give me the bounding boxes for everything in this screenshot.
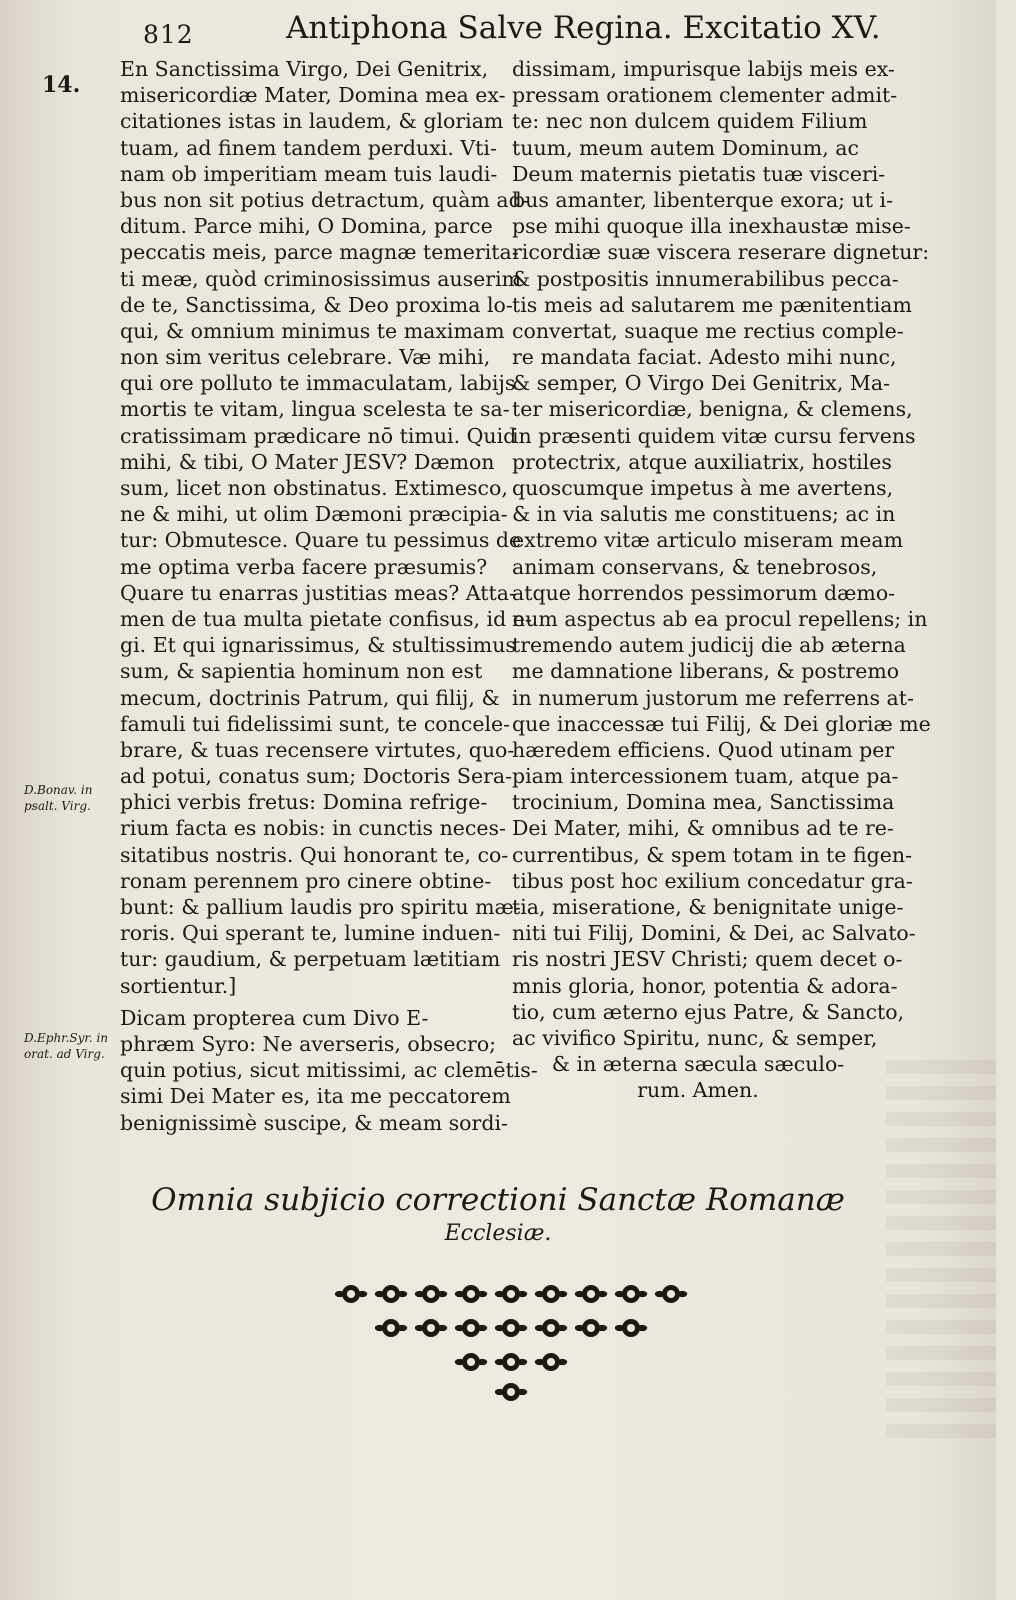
right-column-line: piam intercessionem tuam, atque pa- xyxy=(512,764,899,789)
right-column-line: & in via salutis me constituens; ac in xyxy=(512,502,896,527)
left-column-line: phici verbis fretus: Domina refrige- xyxy=(120,790,488,815)
fleuron xyxy=(615,1319,647,1337)
left-column-line: qui, & omnium minimus te maximam xyxy=(120,318,505,343)
left-column-line: sum, & sapientia hominum non est xyxy=(120,659,483,684)
right-column-line: tis meis ad salutarem me pænitentiam xyxy=(512,292,912,317)
right-column-line: dissimam, impurisque labijs meis ex- xyxy=(512,57,895,81)
fleuron xyxy=(495,1285,527,1303)
fleuron xyxy=(655,1285,687,1303)
left-column-line: de te, Sanctissima, & Deo proxima lo- xyxy=(120,292,513,317)
fleuron xyxy=(535,1319,567,1337)
right-column-line: mnis gloria, honor, potentia & adora- xyxy=(512,973,898,998)
left-column-line: tur: gaudium, & perpetuam lætitiam xyxy=(120,947,501,972)
right-column-line: rum. Amen. xyxy=(637,1078,759,1103)
closing-submission xyxy=(0,1180,996,1248)
fleuron xyxy=(495,1383,527,1401)
left-column-line: men de tua multa pietate confisus, id e- xyxy=(120,606,532,631)
left-column-line: benignissimè suscipe, & meam sordi- xyxy=(120,1110,508,1135)
right-column-line: niti tui Filij, Domini, & Dei, ac Salvato- xyxy=(512,921,916,946)
right-column-line: Deum maternis pietatis tuæ visceri- xyxy=(512,161,886,186)
left-column-line: bus non sit potius detractum, quàm ad- xyxy=(120,187,529,212)
right-column-line: ter misericordiæ, benigna, & clemens, xyxy=(512,397,913,422)
right-column-line: & in æterna sæcula sæculo- xyxy=(551,1052,845,1077)
right-column-line: tuum, meum autem Dominum, ac xyxy=(512,135,859,160)
right-column-line: tia, miseratione, & benignitate unige- xyxy=(512,895,904,919)
left-column-line: roris. Qui sperant te, lumine induen- xyxy=(120,921,501,946)
margin-note-bonaventura: D.Bonav. in psalt. Virg. xyxy=(24,783,93,813)
closing-line-1: Omnia subjicio correctioni Sanctæ Romanæ xyxy=(151,1182,845,1218)
right-column-line: tibus post hoc exilium concedatur gra- xyxy=(512,868,913,893)
left-column-line: ditum. Parce mihi, O Domina, parce xyxy=(120,214,493,239)
right-column-line: me damnatione liberans, & postremo xyxy=(512,659,900,684)
right-column-line: ricordiæ suæ viscera reserare dignetur: xyxy=(512,240,930,265)
right-column-line: pressam orationem clementer admit- xyxy=(512,83,898,108)
left-column-line: peccatis meis, parce magnæ temerita- xyxy=(120,240,519,265)
marginal-section-number: 14. xyxy=(42,72,81,98)
fleuron xyxy=(495,1319,527,1337)
right-column-line: te: nec non dulcem quidem Filium xyxy=(512,109,868,134)
fleuron xyxy=(535,1353,567,1371)
fleuron xyxy=(455,1285,487,1303)
right-column-line: convertat, suaque me rectius comple- xyxy=(512,318,904,343)
left-column-line: sitatibus nostris. Qui honorant te, co- xyxy=(120,842,509,867)
right-column-line: animam conservans, & tenebrosos, xyxy=(512,554,878,579)
left-column-line: tur: Obmutesce. Quare tu pessimus de xyxy=(120,528,522,553)
right-column-line: extremo vitæ articulo miseram meam xyxy=(512,528,904,553)
right-column-line: re mandata faciat. Adesto mihi nunc, xyxy=(512,345,897,370)
left-column-line: sum, licet non obstinatus. Extimesco, xyxy=(120,476,508,500)
right-column-line: atque horrendos pessimorum dæmo- xyxy=(512,580,896,605)
right-column-line: ris nostri JESV Christi; quem decet o- xyxy=(512,947,903,972)
right-column-line: ac vivifico Spiritu, nunc, & semper, xyxy=(512,1025,878,1050)
fleuron xyxy=(575,1285,607,1303)
right-column-line: protectrix, atque auxiliatrix, hostiles xyxy=(512,449,892,474)
left-column-line: cratissimam prædicare nō timui. Quid xyxy=(120,423,517,448)
left-column-line: ti meæ, quòd criminosissimus auserim xyxy=(120,266,522,291)
right-column-line: que inaccessæ tui Filij, & Dei gloriæ me xyxy=(512,711,931,736)
printers-ornament xyxy=(326,1278,696,1406)
page-number: 812 xyxy=(143,20,194,49)
left-column-line: tuam, ad finem tandem perduxi. Vti- xyxy=(120,135,497,160)
left-column-line: mihi, & tibi, O Mater JESV? Dæmon xyxy=(120,449,495,474)
right-column-line: num aspectus ab ea procul repellens; in xyxy=(512,606,928,631)
right-column-line: tremendo autem judicij die ab æterna xyxy=(512,633,906,658)
left-column-line: simi Dei Mater es, ita me peccatorem xyxy=(120,1084,511,1109)
fleuron xyxy=(615,1285,647,1303)
right-column-line: pse mihi quoque illa inexhaustæ mise- xyxy=(512,214,911,239)
right-column-line: trocinium, Domina mea, Sanctissima xyxy=(512,790,895,815)
left-column-line: non sim veritus celebrare. Væ mihi, xyxy=(120,345,491,370)
left-column-line: qui ore polluto te immaculatam, labijs xyxy=(120,371,516,396)
fleuron xyxy=(575,1319,607,1337)
left-column-line: gi. Et qui ignarissimus, & stultissimus xyxy=(120,633,516,658)
left-column-line: misericordiæ Mater, Domina mea ex- xyxy=(120,83,506,108)
right-column-line: hæredem efficiens. Quod utinam per xyxy=(512,737,895,762)
fleuron xyxy=(495,1353,527,1371)
right-column-line: currentibus, & spem totam in te figen- xyxy=(512,842,913,867)
left-column-line: ronam perennem pro cinere obtine- xyxy=(120,868,492,893)
left-column-line: quin potius, sicut mitissimi, ac clemētis- xyxy=(120,1058,538,1083)
closing-line-2: Ecclesiæ. xyxy=(444,1221,552,1246)
right-column-line: tio, cum æterno ejus Patre, & Sancto, xyxy=(512,999,905,1024)
left-column-line: phræm Syro: Ne averseris, obsecro; xyxy=(120,1031,497,1056)
fleuron xyxy=(375,1319,407,1337)
left-column-line: brare, & tuas recensere virtutes, quo- xyxy=(120,737,515,762)
fleuron xyxy=(375,1285,407,1303)
right-column-line: bus amanter, libenterque exora; ut i- xyxy=(512,187,894,212)
right-column-line: in numerum justorum me referrens at- xyxy=(512,685,914,710)
fleuron xyxy=(455,1353,487,1371)
right-column-line: in præsenti quidem vitæ cursu fervens xyxy=(512,423,916,448)
page-header xyxy=(0,8,996,52)
fleuron xyxy=(335,1285,367,1303)
left-column-line: nam ob imperitiam meam tuis laudi- xyxy=(120,161,498,186)
left-column-line: ad potui, conatus sum; Doctoris Sera- xyxy=(120,764,513,789)
left-column-line: En Sanctissima Virgo, Dei Genitrix, xyxy=(120,57,489,81)
right-column-line: quoscumque impetus à me avertens, xyxy=(512,476,894,500)
left-column-line: Quare tu enarras justitias meas? Atta- xyxy=(120,580,516,605)
left-column-line: famuli tui fidelissimi sunt, te concele- xyxy=(120,711,511,736)
left-column-line: mecum, doctrinis Patrum, qui filij, & xyxy=(120,685,500,710)
fleuron xyxy=(455,1319,487,1337)
running-head: Antiphona Salve Regina. Excitatio XV. xyxy=(286,10,881,46)
right-column-line: Dei Mater, mihi, & omnibus ad te re- xyxy=(512,816,894,841)
right-column-line: & postpositis innumerabilibus pecca- xyxy=(512,266,899,291)
left-column-line: bunt: & pallium laudis pro spiritu mæ- xyxy=(120,895,521,919)
left-column-line: sortientur.] xyxy=(120,973,237,998)
left-column-line: Dicam propterea cum Divo E- xyxy=(120,1005,429,1030)
fleuron xyxy=(415,1285,447,1303)
fleuron xyxy=(535,1285,567,1303)
right-text-column xyxy=(512,56,931,1104)
left-column-line: ne & mihi, ut olim Dæmoni præcipia- xyxy=(120,502,508,527)
left-column-line: rium facta es nobis: in cunctis neces- xyxy=(120,816,506,841)
left-column-line: citationes istas in laudem, & gloriam xyxy=(120,109,504,134)
bleed-through-shadow xyxy=(886,1060,996,1440)
right-column-line: & semper, O Virgo Dei Genitrix, Ma- xyxy=(512,371,891,396)
fleuron xyxy=(415,1319,447,1337)
left-column-line: mortis te vitam, lingua scelesta te sa- xyxy=(120,397,510,422)
margin-note-ephraem: D.Ephr.Syr. in orat. ad Virg. xyxy=(24,1031,109,1061)
left-column-line: me optima verba facere præsumis? xyxy=(120,554,488,579)
left-text-column xyxy=(120,56,538,1136)
